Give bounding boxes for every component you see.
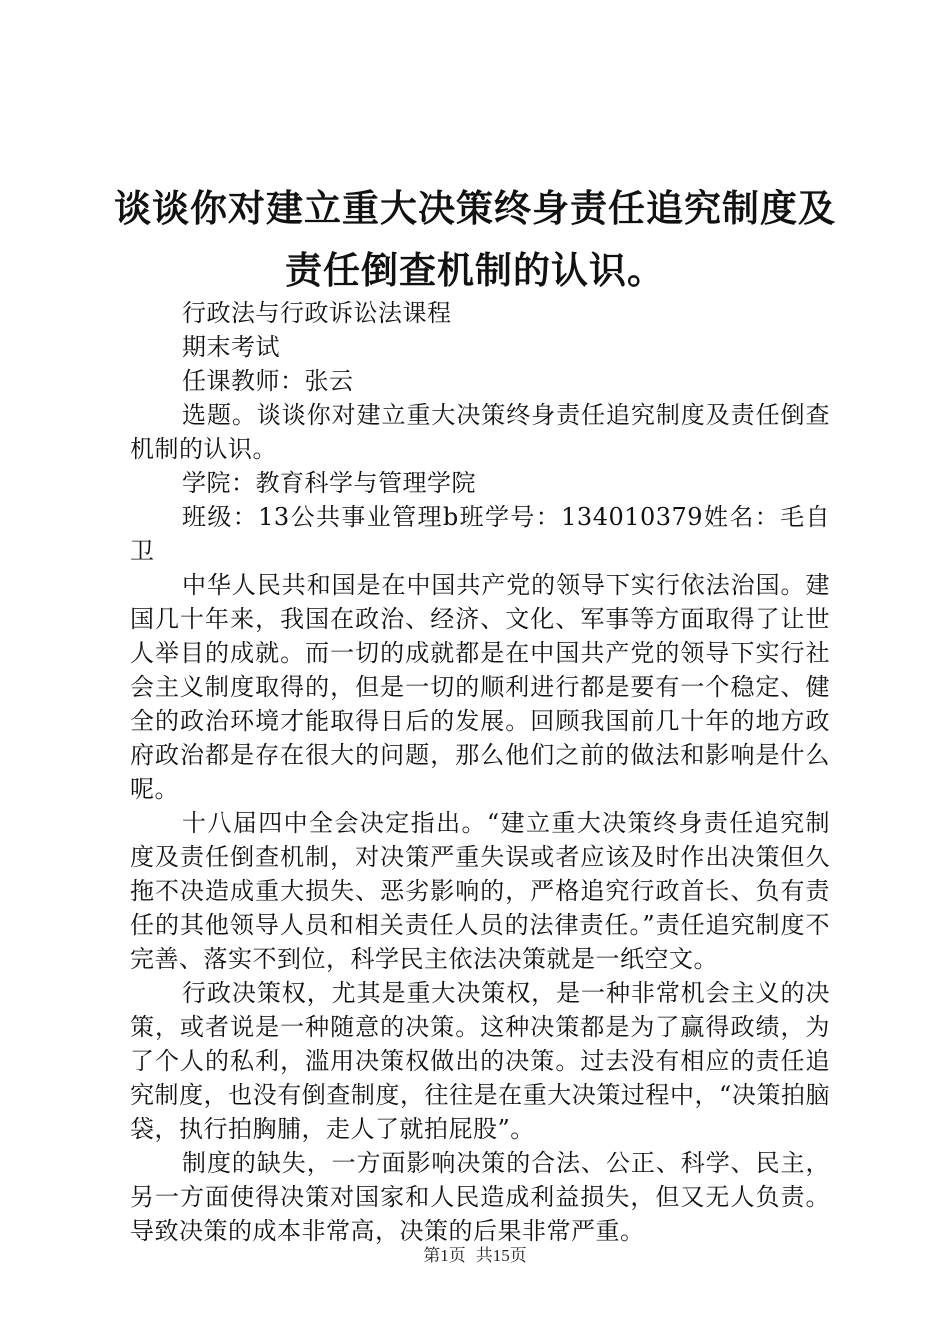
body-paragraph: 制度的缺失，一方面影响决策的合法、公正、科学、民主，另一方面使得决策对国家和人民造成利益损失，但又无人负责。导致决策的成本非常高，决策的后果非常严重。 (130, 1149, 830, 1245)
body-paragraph: 中华人民共和国是在中国共产党的领导下实行依法治国。建国几十年来，我国在政治、经济、文化、军事等方面取得了让世人举目的成就。而一切的成就都是在中国共产党的领导下实行社会主义制度取得的，但是一切的顺利进行都是要有一个稳定、健全的政治环境才能取得日后的发展。回顾我国前几十年的地方政府政治都是存在很大的问题，那么他们之前的做法和影响是什么呢。 (130, 571, 830, 803)
student-info-line: 班级：13公共事业管理b班学号：134010379姓名：毛自卫 (130, 503, 830, 565)
page-footer (0, 1241, 950, 1266)
exam-type: 期末考试 (182, 333, 280, 361)
course-name: 行政法与行政诉讼法课程 (182, 299, 452, 327)
body-paragraph: 十八届四中全会决定指出。“建立重大决策终身责任追究制度及责任倒查机制，对决策严重失误或者应该及时作出决策但久拖不决造成重大损失、恶劣影响的，严格追究行政首长、负有责任的其他领导人员和相关责任人员的法律责任。”责任追究制度不完善、落实不到位，科学民主依法决策就是一纸空文。 (130, 809, 830, 973)
page-number: 第1页 (423, 1246, 466, 1265)
topic-line: 选题。谈谈你对建立重大决策终身责任追究制度及责任倒查机制的认识。 (130, 401, 830, 463)
body-paragraph: 行政决策权，尤其是重大决策权，是一种非常机会主义的决策，或者说是一种随意的决策。这种决策都是为了赢得政绩，为了个人的私利，滥用决策权做出的决策。过去没有相应的责任追究制度，也没有倒查制度，往往是在重大决策过程中，“决策拍脑袋，执行拍胸脯，走人了就拍屁股”。 (130, 979, 830, 1143)
college-line: 学院：教育科学与管理学院 (182, 469, 476, 497)
teacher-line: 任课教师：张云 (182, 367, 354, 395)
document-title: 谈谈你对建立重大决策终身责任追究制度及责任倒查机制的认识。 (114, 187, 836, 292)
document-body (130, 296, 830, 1248)
page-total: 共15页 (475, 1246, 527, 1265)
